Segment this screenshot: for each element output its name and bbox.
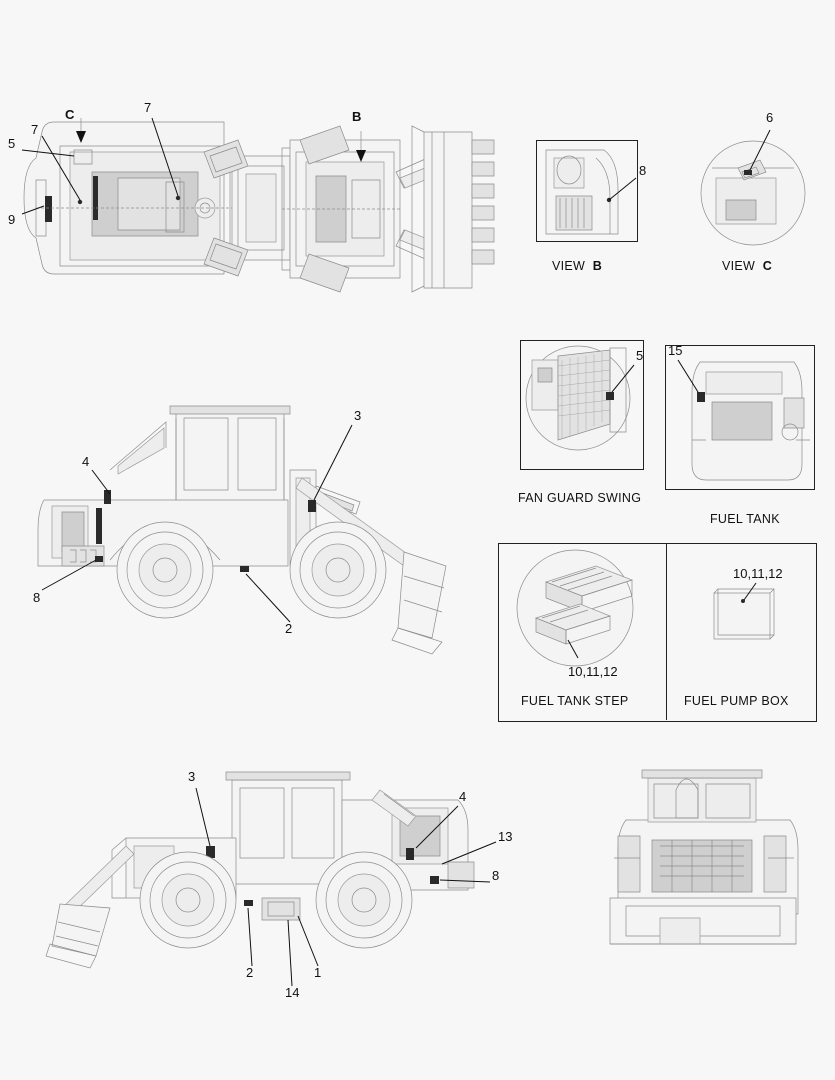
section-marker-b: B [352,109,362,124]
callout-3-bottom: 3 [188,769,196,784]
callout-2-middle: 2 [285,621,293,636]
callout-13-bottom: 13 [498,829,513,844]
caption-view-c-letter: C [762,259,773,273]
callout-8-bottom: 8 [492,868,500,883]
callout-1-bottom: 1 [314,965,322,980]
caption-fuel-pump-box: FUEL PUMP BOX [684,694,789,708]
callout-15-fuel-tank: 15 [668,343,683,358]
callout-3-middle: 3 [354,408,362,423]
callout-7-right: 7 [144,100,152,115]
caption-view-b-prefix: VIEW [552,259,586,273]
callout-101112-step: 10,11,12 [568,664,618,679]
caption-fuel-tank-step: FUEL TANK STEP [521,694,629,708]
callout-14-bottom: 14 [285,985,300,1000]
caption-fan-guard-swing: FAN GUARD SWING [518,491,642,505]
caption-view-b-letter: B [592,259,603,273]
caption-fuel-tank: FUEL TANK [710,512,780,526]
callout-101112-pump: 10,11,12 [733,566,783,581]
callout-8-view-b: 8 [639,163,647,178]
callout-5-fan-guard: 5 [636,348,644,363]
callout-4-bottom: 4 [459,789,467,804]
caption-view-c-prefix: VIEW [722,259,756,273]
callout-5-top: 5 [8,136,16,151]
callout-4-middle: 4 [82,454,90,469]
callout-8-middle: 8 [33,590,41,605]
callout-9-top: 9 [8,212,16,227]
callout-6-view-c: 6 [766,110,774,125]
section-marker-c: C [65,107,75,122]
callout-2-bottom: 2 [246,965,254,980]
callout-7-left: 7 [31,122,39,137]
